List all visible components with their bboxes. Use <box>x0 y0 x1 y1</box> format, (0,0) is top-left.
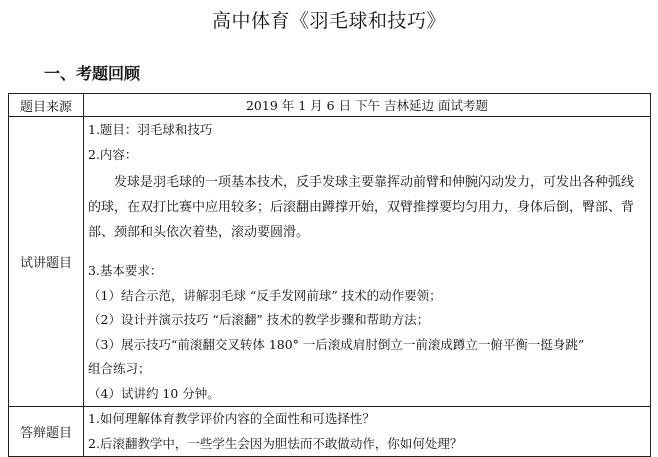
requirement-item: （3）展示技巧“前滚翻交叉转体 180° 一后滚成肩肘倒立一前滚成蹲立一俯平衡一挺身跳” <box>88 336 585 352</box>
lecture-content <box>84 117 651 407</box>
document-title: 高中体育《羽毛球和技巧》 <box>211 10 446 32</box>
lecture-topic: 1.题目：羽毛球和技巧 <box>88 122 213 137</box>
defense-content <box>84 407 651 457</box>
table-row-defense <box>9 407 651 457</box>
requirement-item: 组合练习； <box>88 361 151 376</box>
defense-question: 1.如何理解体育教学评价内容的全面性和可选择性？ <box>88 411 375 426</box>
content-paragraph: 发球是羽毛球的一项基本技术，反手发球主要靠挥动前臂和伸腕闪动发力，可发出各种弧线的球，在双打比赛中应用较多；后滚翻由蹲撑开始，双臂推撑要均匀用力，身体后倒，臀部、背部、颈部和头依次着垫，滚动要圆滑。 <box>88 175 635 240</box>
lecture-label: 试讲题目 <box>9 117 84 407</box>
content-label: 2.内容： <box>88 146 138 162</box>
requirements-label: 3.基本要求： <box>88 263 163 278</box>
requirement-item: （2）设计并演示技巧 “后滚翻” 技术的教学步骤和帮助方法； <box>88 312 430 327</box>
spacer <box>88 245 646 259</box>
requirement-item: （1）结合示范，讲解羽毛球 “反手发网前球” 技术的动作要领； <box>88 287 442 303</box>
section-heading: 一、考题回顾 <box>44 64 141 83</box>
table-row-source <box>9 94 651 117</box>
table-row-lecture <box>9 117 651 407</box>
defense-question: 2.后滚翻教学中，一些学生会因为胆怯而不敢做动作，你如何处理？ <box>88 435 463 451</box>
source-label: 题目来源 <box>9 94 84 117</box>
defense-label: 答辩题目 <box>9 407 84 457</box>
exam-info-table <box>8 93 651 457</box>
source-value: 2019 年 1 月 6 日 下午 吉林延边 面试考题 <box>84 94 651 117</box>
requirement-item: （4）试讲约 10 分钟。 <box>88 385 220 401</box>
